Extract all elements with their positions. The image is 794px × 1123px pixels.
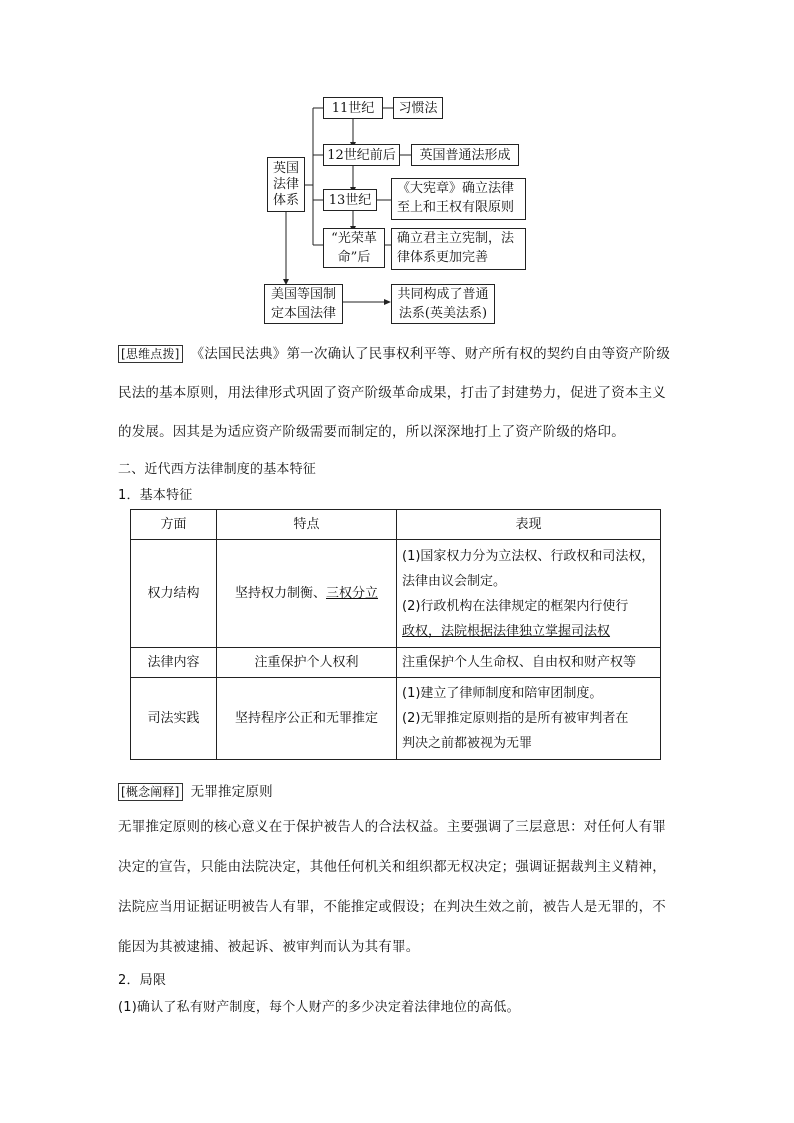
stage-result-3-line-1: 《大宪章》确立法律 <box>397 181 515 196</box>
stage-time-1 <box>323 97 383 119</box>
section-heading: 二、近代西方法律制度的基本特征 <box>118 462 317 477</box>
row1-feature <box>217 540 397 648</box>
root-line-2: 法律 <box>272 176 299 192</box>
thinking-text-1: 《法国民法典》第一次确认了民事权利平等、财产所有权的契约自由等资产阶级 <box>190 346 671 362</box>
concept-line-3: 法院应当用证据证明被告人有罪，不能推定或假设；在判决生效之前，被告人是无罪的，不 <box>118 899 666 915</box>
stage-result-1 <box>393 97 443 119</box>
table-row <box>131 648 661 678</box>
row3-performance <box>397 678 661 760</box>
thinking-line-2: 民法的基本原则，用法律形式巩固了资产阶级革命成果，打击了封建势力，促进了资本主义 <box>118 385 666 401</box>
row1-perf-line-2: 法律由议会制定。 <box>402 573 507 589</box>
us-source-line-2: 定本国法律 <box>270 306 336 321</box>
root-box <box>267 157 305 212</box>
row3-perf-line-2: (2)无罪推定原则指的是所有被审判者在 <box>402 711 629 726</box>
thinking-line-1 <box>118 342 670 363</box>
stage-result-2-text: 英国普通法形成 <box>419 147 511 163</box>
subheading-limits: 2．局限 <box>118 973 167 988</box>
stage-result-4-line-1: 确立君主立宪制，法 <box>397 231 515 246</box>
subheading-features: 1．基本特征 <box>118 488 193 503</box>
concept-line-1: 无罪推定原则的核心意义在于保护被告人的合法权益。主要强调了三层意思：对任何人有罪 <box>118 819 666 835</box>
stage-result-3 <box>391 178 526 220</box>
thinking-line-3: 的发展。因其是为适应资产阶级需要而制定的，所以深深地打上了资产阶级的烙印。 <box>118 424 625 440</box>
concept-title: 无罪推定原则 <box>190 784 273 800</box>
row1-perf-line-3: (2)行政机构在法律规定的框架内行使行 <box>402 598 629 614</box>
stage-result-4 <box>391 228 526 270</box>
concept-tag: [概念阐释] <box>118 783 183 801</box>
us-result-line-2: 法系(英美法系) <box>398 306 488 321</box>
stage-result-4-line-2: 律体系更加完善 <box>397 250 489 265</box>
features-table <box>130 509 661 760</box>
row1-performance <box>397 540 661 648</box>
table-header-row <box>131 510 661 540</box>
stage-time-2-text: 12世纪前后 <box>327 147 396 163</box>
row1-perf-line-4-text: 政权，法院根据法律独立掌握司法权 <box>402 623 611 639</box>
stage-result-3-line-2: 至上和王权有限原则 <box>397 200 515 215</box>
row1-perf-line-4 <box>402 619 655 644</box>
us-source-line-1: 美国等国制 <box>270 287 336 302</box>
stage-time-2 <box>323 144 400 166</box>
row2-performance: 注重保护个人生命权、自由权和财产权等 <box>397 648 661 678</box>
us-result-line-1: 共同构成了普通 <box>397 287 489 302</box>
stage-result-1-text: 习惯法 <box>398 100 438 116</box>
row3-perf-line-1: (1)建立了律师制度和陪审团制度。 <box>402 686 603 701</box>
concept-line-4: 能因为其被逮捕、被起诉、被审判而认为其有罪。 <box>118 939 420 955</box>
row1-feature-text: 坚持权力制衡、 <box>234 586 326 601</box>
row1-aspect: 权力结构 <box>131 540 217 648</box>
stage-time-1-text: 11世纪 <box>331 100 375 116</box>
row3-perf-line-3: 判决之前都被视为无罪 <box>402 736 533 751</box>
row3-feature: 坚持程序公正和无罪推定 <box>217 678 397 760</box>
us-source-box <box>264 284 343 324</box>
header-feature: 特点 <box>217 510 397 540</box>
concept-heading <box>118 780 273 801</box>
header-aspect: 方面 <box>131 510 217 540</box>
stage-time-4 <box>323 228 385 268</box>
root-line-3: 体系 <box>272 192 299 208</box>
stage-time-3 <box>323 189 377 211</box>
table-row <box>131 540 661 648</box>
stage-time-4-line-1: “光荣革 <box>331 231 377 246</box>
row1-feature-underlined: 三权分立 <box>326 586 379 601</box>
stage-time-3-text: 13世纪 <box>328 192 372 208</box>
row2-aspect: 法律内容 <box>131 648 217 678</box>
row1-perf-line-1: (1)国家权力分为立法权、行政权和司法权， <box>402 548 655 564</box>
thinking-tag: [思维点拨] <box>118 345 183 363</box>
stage-time-4-line-2: 命”后 <box>337 250 371 265</box>
header-performance: 表现 <box>397 510 661 540</box>
concept-line-2: 决定的宣告，只能由法院决定，其他任何机关和组织都无权决定；强调证据裁判主义精神， <box>118 859 666 875</box>
limit-item-1: (1)确认了私有财产制度，每个人财产的多少决定着法律地位的高低。 <box>118 1000 520 1015</box>
row2-feature: 注重保护个人权利 <box>217 648 397 678</box>
row3-aspect: 司法实践 <box>131 678 217 760</box>
root-line-1: 英国 <box>272 160 299 176</box>
table-row <box>131 678 661 760</box>
us-result-box <box>391 284 495 324</box>
stage-result-2 <box>411 144 519 166</box>
